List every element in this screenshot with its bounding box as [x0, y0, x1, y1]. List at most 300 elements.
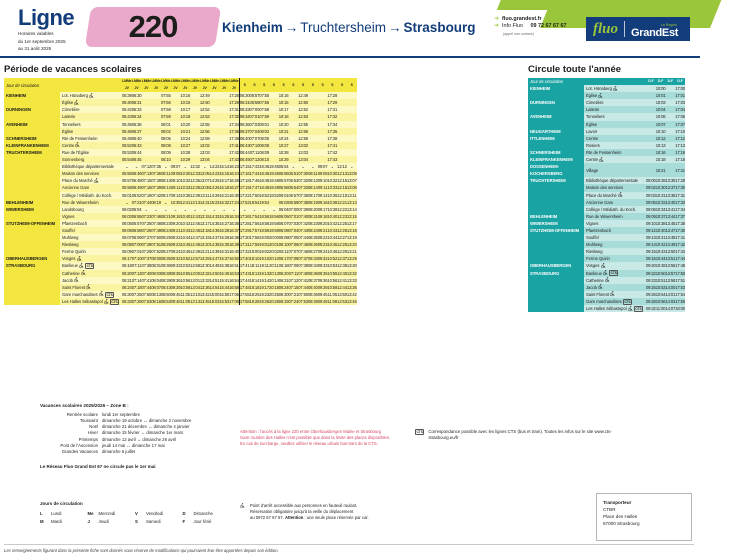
- time-cell: [190, 149, 200, 156]
- time-cell: 08:01: [151, 263, 161, 269]
- time-cell: 08:40: [307, 284, 318, 290]
- stop-cell: Landsbourg: [60, 206, 122, 213]
- time-cell: 07:38: [298, 199, 308, 205]
- days-legend-grid: [40, 510, 230, 525]
- time-cell: 17:50: [249, 192, 260, 198]
- time-cell: 14:37: [209, 235, 220, 241]
- time-cell: [318, 149, 328, 156]
- time-cell: 14:33: [209, 213, 220, 219]
- body-wrapper: [0, 58, 700, 553]
- time-cell: 14:01: [665, 291, 676, 297]
- time-cell: 19:46: [269, 171, 279, 177]
- time-cell: 17:54: [249, 213, 260, 219]
- time-cell: [337, 113, 347, 120]
- time-cell: 09:14: [646, 242, 656, 248]
- time-cell: [318, 99, 328, 106]
- time-cell: 13:04: [298, 157, 308, 163]
- time-cell: [190, 128, 200, 135]
- table-row: [4, 177, 357, 184]
- town-cell: [4, 128, 60, 135]
- time-cell: [171, 128, 181, 135]
- cts-badge-icon: CTS: [111, 299, 118, 304]
- stop-cell: Lot. Hünaberg: [60, 92, 122, 99]
- time-cell: 16:37: [229, 227, 239, 233]
- time-cell: [665, 149, 675, 156]
- time-cell: 10:15: [278, 100, 289, 106]
- wheelchair-icon: [74, 277, 79, 282]
- time-cell: 10:27: [180, 142, 191, 148]
- time-cell: 07:07: [249, 135, 260, 141]
- time-cell: 08:16: [151, 298, 161, 304]
- stop-cell: Rieslweg: [60, 241, 122, 248]
- town-cell: [4, 113, 60, 120]
- time-cell: 20:02: [269, 249, 279, 255]
- town-cell: [528, 291, 584, 298]
- time-cell: 12:26: [337, 227, 347, 233]
- town-cell: [4, 192, 60, 199]
- school-holiday-panel: [4, 64, 528, 305]
- stop-cell: Catherine: [60, 270, 122, 277]
- time-cell: 12:44: [337, 284, 347, 290]
- validity-line-2: du 1er septembre 2025: [18, 38, 66, 44]
- time-cell: 16:40: [229, 249, 239, 255]
- time-cell: 07:09: [288, 263, 299, 269]
- time-cell: 12:50: [298, 100, 308, 106]
- time-cell: 12:19: [337, 192, 347, 198]
- time-cell: 07:10: [131, 256, 142, 262]
- time-cell: 10:59: [327, 284, 338, 290]
- attention-notice: Attention : l'accès à la ligne 220 entre Oberhausbergen Mairie et Strasbourg Gare routière des Halles n'est possible que dans la limite des places disponibles. En cas de surcharge, veuillez utiliser le réseau urbain bus-tram de la CTS.: [240, 429, 391, 446]
- time-cell: 09:18: [170, 213, 181, 219]
- time-cell: [665, 92, 675, 99]
- stop-cell: Catherine: [584, 277, 646, 284]
- time-cell: 17:21: [675, 163, 685, 177]
- days-legend: [40, 500, 230, 525]
- time-cell: 07:00: [288, 206, 299, 212]
- time-cell: [269, 128, 279, 135]
- time-cell: 05:54: [122, 157, 132, 163]
- time-cell: 06:17: [278, 256, 289, 262]
- time-cell: 14:23: [209, 171, 220, 177]
- time-cell: [190, 156, 200, 163]
- time-cell: 09:16: [646, 256, 656, 262]
- time-cell: [219, 106, 229, 113]
- day-group-header: D-F: [646, 78, 656, 85]
- stop-cell: Village: [584, 163, 646, 177]
- time-cell: 10:40: [327, 213, 338, 219]
- time-cell: 17:55: [239, 291, 250, 297]
- time-cell: 09:22: [646, 270, 656, 276]
- time-cell: 07:21: [131, 199, 142, 205]
- time-cell: 10:39: [327, 206, 338, 212]
- time-cell: 07:15: [288, 284, 299, 290]
- time-cell: 17:37: [675, 213, 685, 219]
- time-cell: 07:51: [151, 242, 161, 248]
- time-cell: 12:13: [337, 171, 347, 177]
- time-cell: 17:32: [327, 114, 338, 120]
- time-cell: 17:34: [327, 121, 338, 127]
- time-cell: 13:40: [665, 199, 676, 205]
- stop-cell: Tonneliers: [584, 113, 646, 120]
- time-cell: 09:23: [646, 277, 656, 283]
- time-cell: 06:46: [131, 171, 142, 177]
- time-cell: 15:17: [219, 178, 230, 184]
- time-cell: 12:52: [298, 107, 308, 113]
- time-cell: 07:55: [259, 93, 270, 99]
- time-cell: [190, 135, 200, 142]
- stop-cell: Ancienne Gare: [584, 199, 646, 206]
- time-cell: 13:29: [346, 256, 357, 262]
- time-cell: 17:12: [675, 135, 685, 141]
- time-cell: [347, 149, 357, 156]
- time-cell: 12:15: [337, 178, 347, 184]
- town-cell: [528, 142, 584, 149]
- time-cell: 17:43: [675, 249, 685, 255]
- time-cell: [151, 113, 161, 120]
- time-cell: 08:13: [307, 178, 318, 184]
- town-cell: [4, 227, 60, 234]
- time-cell: 09:20: [646, 263, 656, 269]
- time-cell: 10:33: [180, 185, 191, 191]
- time-cell: 09:05: [646, 199, 656, 205]
- town-cell: STRASBOURG: [528, 270, 584, 277]
- table-row: [528, 241, 685, 248]
- time-cell: 09:28: [646, 298, 656, 304]
- time-cell: [219, 121, 229, 128]
- table-row: [4, 227, 357, 234]
- time-cell: [151, 149, 161, 156]
- time-cell: 06:10: [278, 242, 289, 248]
- time-cell: 07:40: [141, 270, 152, 276]
- time-cell: 17:29: [229, 100, 239, 106]
- time-cell: 09:33: [170, 263, 181, 269]
- town-cell: [4, 213, 60, 220]
- time-cell: 06:51: [288, 171, 299, 177]
- time-cell: 10:44: [327, 235, 338, 241]
- time-cell: 12:22: [337, 206, 347, 212]
- time-cell: 07:36: [298, 192, 308, 198]
- time-cell: [210, 128, 220, 135]
- time-cell: 10:03: [655, 100, 666, 106]
- time-cell: 09:12: [646, 227, 656, 233]
- time-cell: [210, 106, 220, 113]
- time-cell: 14:36: [209, 227, 220, 233]
- time-cell: [665, 163, 675, 177]
- time-cell: [347, 142, 357, 149]
- header-label: Jour de circulation: [528, 78, 646, 85]
- pmr-phone: au 0972 67 67 67.: [250, 515, 285, 520]
- time-cell: 16:26: [229, 178, 239, 184]
- table-row: [4, 262, 357, 269]
- stop-cell: Bibliothèque départementale: [584, 177, 646, 184]
- time-cell: ⌄: [259, 206, 269, 213]
- accessibility-text: [250, 503, 369, 521]
- time-cell: 17:57: [249, 227, 260, 233]
- time-cell: 13:42: [199, 291, 210, 297]
- time-cell: 09:45: [170, 291, 181, 297]
- time-cell: 13:01: [190, 277, 200, 283]
- left-table-title: Période de vacances scolaires: [4, 64, 142, 75]
- time-cell: 10:20: [278, 121, 289, 127]
- time-cell: 15:00: [209, 291, 220, 297]
- time-cell: 11:08: [180, 298, 190, 304]
- time-cell: 13:50: [665, 249, 676, 255]
- time-cell: 17:38: [327, 135, 338, 141]
- table-row: [528, 192, 685, 199]
- time-cell: [646, 85, 656, 92]
- time-cell: 10:06: [655, 114, 666, 120]
- time-cell: 10:18: [655, 157, 666, 163]
- ligne-word: Ligne: [18, 5, 75, 30]
- time-cell: 07:59: [259, 114, 270, 120]
- time-cell: 10:46: [327, 249, 338, 255]
- time-cell: 09:02: [646, 185, 656, 191]
- table-row: [528, 163, 685, 177]
- time-cell: 10:55: [327, 270, 338, 276]
- time-cell: 15:41: [219, 277, 230, 283]
- time-cell: 17:46: [249, 178, 260, 184]
- arrow-right-icon-1: ➜: [494, 16, 500, 22]
- time-cell: 09:22: [170, 235, 181, 241]
- town-cell: WIWERSHEIM: [4, 206, 60, 213]
- time-cell: 07:44: [298, 284, 308, 290]
- day-abbrev-item: [135, 518, 183, 525]
- time-cell: 13:13: [346, 199, 357, 205]
- time-cell: [646, 106, 656, 113]
- wheelchair-icon: [79, 263, 84, 268]
- wheelchair-icon: [603, 270, 608, 275]
- time-cell: 10:44: [180, 235, 191, 241]
- time-cell: 08:10: [160, 157, 171, 163]
- time-cell: [665, 121, 675, 128]
- time-cell: 15:18: [219, 185, 230, 191]
- time-cell: 07:06: [288, 242, 299, 248]
- time-cell: ⌄: [200, 163, 210, 170]
- time-cell: [347, 106, 357, 113]
- time-cell: [171, 92, 181, 99]
- time-cell: 07:43: [298, 227, 308, 233]
- time-cell: 13:20: [199, 242, 210, 248]
- time-cell: 09:20: [317, 220, 328, 226]
- time-cell: 18:58: [259, 220, 270, 226]
- table-row: [4, 184, 357, 191]
- time-cell: 17:30: [239, 235, 250, 241]
- green-stripe-2: [497, 0, 633, 10]
- time-cell: 13:41: [665, 206, 676, 212]
- time-cell: [347, 113, 357, 120]
- time-cell: 14:03: [665, 298, 676, 304]
- time-cell: 10:31: [655, 192, 666, 198]
- fluo-wordmark: fluo: [593, 20, 619, 37]
- time-cell: [665, 113, 675, 120]
- time-cell: 13:03: [199, 149, 210, 155]
- time-cell: 13:55: [665, 263, 676, 269]
- time-cell: 11:05: [180, 291, 190, 297]
- time-cell: [308, 135, 318, 142]
- stop-cell: Pfaetzenbach: [584, 227, 646, 234]
- time-cell: 08:17: [307, 192, 318, 198]
- time-cell: 06:05: [122, 220, 132, 226]
- time-cell: 15:27: [219, 220, 230, 226]
- day-name: Jour férié: [193, 519, 212, 524]
- time-cell: 18:10: [249, 256, 260, 262]
- time-cell: 07:11: [249, 149, 260, 155]
- time-cell: 09:18: [317, 213, 328, 219]
- wheelchair-icon: [598, 284, 603, 289]
- time-cell: 15:21: [219, 192, 230, 198]
- day-abbrev: F: [182, 519, 186, 524]
- time-cell: 18:56: [259, 213, 270, 219]
- day-group-header: LMMe JV: [161, 78, 171, 92]
- time-cell: [151, 92, 161, 99]
- time-cell: 10:51: [655, 277, 666, 283]
- time-cell: 06:20: [278, 270, 289, 276]
- time-cell: 05:58: [122, 185, 132, 191]
- time-cell: [141, 128, 151, 135]
- day-group-header: S: [279, 78, 289, 92]
- time-cell: 19:17: [259, 284, 270, 290]
- time-cell: 12:32: [190, 164, 200, 170]
- time-cell: 05:42: [122, 107, 132, 113]
- time-cell: 08:25: [160, 235, 171, 241]
- time-cell: ⌄: [239, 206, 249, 213]
- stop-cell: Muhlweg: [60, 234, 122, 241]
- time-cell: ⌄: [122, 163, 132, 170]
- time-cell: 10:30: [655, 185, 666, 191]
- time-cell: 06:03: [278, 199, 289, 205]
- time-cell: [337, 135, 347, 142]
- time-cell: 10:21: [656, 163, 666, 177]
- table-row: [528, 291, 685, 298]
- day-group-header: LMMe JV: [180, 78, 190, 92]
- time-cell: 09:39: [170, 284, 181, 290]
- time-cell: 06:03: [122, 213, 132, 219]
- time-cell: 14:35: [209, 220, 220, 226]
- time-cell: 06:06: [122, 227, 132, 233]
- wheelchair-icon: [74, 100, 79, 105]
- time-cell: 17:47: [249, 185, 260, 191]
- time-cell: 06:09: [278, 235, 289, 241]
- time-cell: 15:37: [219, 256, 230, 262]
- time-cell: [190, 121, 200, 128]
- time-cell: 09:09: [646, 213, 656, 219]
- stop-cell: Pfaetzenbach: [60, 220, 122, 227]
- fluo-grandest-logo: [586, 17, 690, 41]
- time-cell: ⌄: [298, 163, 308, 170]
- time-cell: [308, 156, 318, 163]
- time-cell: 18:18: [249, 284, 260, 290]
- day-group-header: S: [308, 78, 318, 92]
- page-header: [0, 0, 700, 58]
- time-cell: 10:53: [655, 284, 666, 290]
- time-cell: 19:56: [269, 213, 279, 219]
- cts-correspondence-text: Correspondance possible avec les lignes CTS (bus et tram). Toutes les infos sur le site www.cts-strasbourg.eu/fr: [428, 429, 612, 441]
- phone-line: [494, 23, 567, 30]
- time-cell: 07:44: [141, 284, 152, 290]
- time-cell: 12:57: [190, 256, 200, 262]
- time-cell: 06:17: [122, 256, 132, 262]
- time-cell: 12:55: [298, 121, 308, 127]
- time-cell: [646, 135, 656, 142]
- region-label: La Région: [660, 23, 678, 27]
- time-cell: 13:13: [190, 298, 200, 304]
- time-cell: 18:00: [675, 306, 685, 311]
- time-cell: 10:34: [655, 206, 666, 212]
- time-cell: 17:28: [229, 93, 239, 99]
- time-cell: 10:33: [327, 185, 338, 191]
- time-cell: 19:23: [259, 291, 270, 297]
- time-cell: 16:24: [229, 171, 239, 177]
- time-cell: [337, 142, 347, 149]
- time-cell: 06:43: [131, 142, 142, 148]
- time-cell: 14:25: [209, 178, 220, 184]
- table-row: [528, 113, 685, 120]
- time-cell: 12:59: [199, 135, 210, 141]
- time-cell: 07:40: [298, 270, 308, 276]
- time-cell: 10:50: [655, 270, 666, 276]
- time-cell: 06:21: [278, 277, 289, 283]
- logo-divider: [624, 21, 625, 37]
- time-cell: 06:07: [122, 235, 132, 241]
- time-cell: 12:41: [180, 199, 191, 205]
- time-cell: 12:12: [337, 164, 347, 170]
- time-cell: 13:36: [346, 284, 357, 290]
- time-cell: 17:01: [675, 93, 685, 99]
- table-row: [528, 135, 685, 142]
- time-cell: 17:31: [327, 107, 338, 113]
- time-cell: [288, 149, 298, 156]
- town-cell: STUTZHEIM-OFFENHEIM: [4, 220, 60, 227]
- time-cell: 07:11: [288, 270, 299, 276]
- time-cell: 15:53: [219, 298, 230, 304]
- time-cell: ⌄: [122, 199, 132, 206]
- time-cell: 10:36: [327, 192, 338, 198]
- day-abbrev-item: [88, 510, 136, 517]
- time-cell: 10:40: [180, 213, 191, 219]
- time-cell: 10:00: [655, 86, 666, 92]
- time-cell: [171, 113, 181, 120]
- time-cell: 13:18: [346, 227, 357, 233]
- wheelchair-icon: [599, 157, 604, 162]
- time-cell: 06:30: [131, 93, 142, 99]
- time-cell: 09:11: [317, 185, 328, 191]
- town-cell: [4, 277, 60, 284]
- time-cell: 18:00: [249, 249, 260, 255]
- time-cell: [288, 106, 298, 113]
- stop-cell: Église: [60, 99, 122, 106]
- table-row: [528, 298, 685, 305]
- time-cell: 13:30: [199, 263, 210, 269]
- website-line[interactable]: [494, 16, 567, 23]
- holiday-name: Hiver: [87, 430, 98, 436]
- time-cell: 14:50: [209, 270, 220, 276]
- time-cell: 10:24: [180, 135, 191, 141]
- time-cell: [190, 99, 200, 106]
- time-cell: [318, 135, 328, 142]
- time-cell: 19:52: [269, 192, 279, 198]
- day-group-header: S: [327, 78, 337, 92]
- day-group-header: S: [269, 78, 279, 92]
- time-cell: 06:57: [249, 93, 260, 99]
- time-cell: 19:11: [259, 263, 269, 269]
- time-cell: 09:08: [170, 171, 181, 177]
- time-cell: 05:46: [122, 128, 132, 134]
- town-cell: [528, 277, 584, 284]
- stop-cell: Vignes: [584, 220, 646, 227]
- stop-cell: Église: [584, 121, 646, 128]
- time-cell: 08:05: [259, 135, 270, 141]
- time-cell: [210, 121, 220, 128]
